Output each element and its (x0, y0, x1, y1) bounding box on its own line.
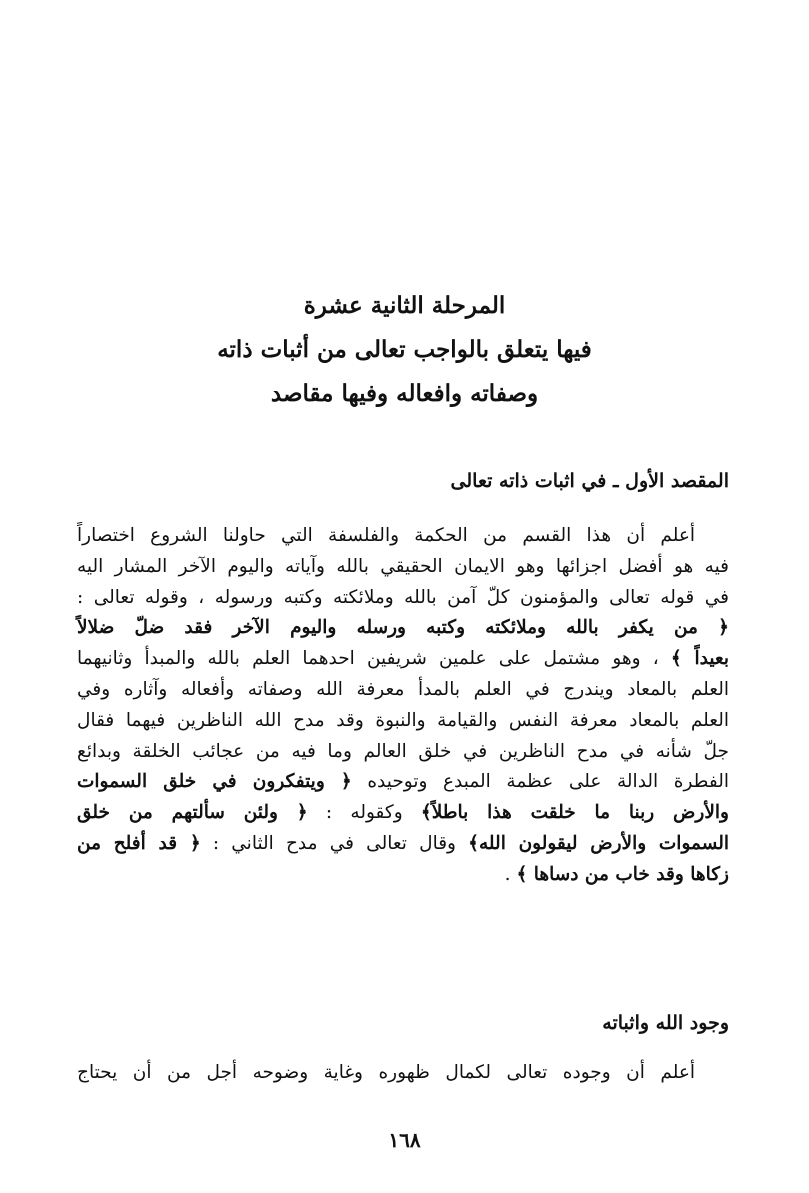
body-paragraph-1 (77, 521, 729, 891)
text-fragment: . (504, 863, 517, 885)
text-line: العلم بالمعاد معرفة النفس والقيامة والنبوة وقد مدح الله الناظرين فيهما فقال (77, 709, 729, 731)
quran-quote-fragment: ﴿ ولئن سألتهم من خلق (77, 802, 308, 824)
text-fragment: الفطرة الدالة على عظمة المبدع وتوحيده (351, 771, 729, 793)
chapter-title-line-2: فيها يتعلق بالواجب تعالى من أثبات ذاته (217, 336, 592, 363)
text-line (77, 798, 729, 829)
text-line: أعلم أن وجوده تعالى لكمال ظهوره وغاية وضوحه أجل من أن يحتاج (77, 1062, 695, 1083)
page-number: ١٦٨ (388, 1128, 421, 1152)
quran-quote-fragment: السموات والأرض ليقولون الله﴾ (468, 832, 729, 854)
body-paragraph-2 (77, 1058, 729, 1089)
quran-quote-fragment: والأرض ربنا ما خلقت هذا باطلاً﴾ (420, 802, 729, 824)
text-line: جلّ شأنه في مدح الناظرين في خلق العالم وما فيه من عجائب الخلقة وبدائع (77, 740, 729, 762)
text-line (77, 644, 729, 675)
quran-quote-fragment: بعيداً ﴾ (670, 648, 729, 670)
text-fragment: وكقوله : (307, 802, 421, 824)
text-line: فيه هو أفضل اجزائها وهو الايمان الحقيقي بالله وآياته واليوم الآخر المشار اليه (77, 555, 729, 577)
chapter-title-line-3: وصفاته وافعاله وفيها مقاصد (270, 380, 539, 407)
text-line: في قوله تعالى والمؤمنون كلّ آمن بالله وملائكته وكتبه ورسوله ، وقوله تعالى : (77, 586, 729, 608)
quran-quote-fragment: ﴿ ويتفكرون في خلق السموات (77, 771, 352, 793)
chapter-title-line-1: المرحلة الثانية عشرة (303, 292, 506, 319)
text-line: أعلم أن هذا القسم من الحكمة والفلسفة التي حاولنا الشروع اختصاراً (77, 525, 695, 546)
subheading: وجود الله واثباته (602, 1012, 729, 1034)
text-line: العلم بالمعاد ويندرج في العلم بالمدأ معرفة الله وصفاته وأفعاله وآثاره وفي (77, 678, 729, 700)
quran-quote-fragment: زكاها وقد خاب من دساها ﴾ (516, 863, 729, 885)
chapter-title (0, 284, 809, 416)
text-fragment: وقال تعالى في مدح الثاني : (200, 832, 469, 854)
text-line (77, 860, 729, 891)
quran-quote-fragment: ﴿ قد أفلح من (77, 832, 201, 854)
text-line (77, 829, 729, 860)
section-heading: المقصد الأول ـ في اثبات ذاته تعالى (450, 470, 729, 492)
text-line (77, 767, 729, 798)
quran-quote-line: ﴿ من يكفر بالله وملائكته وكتبه ورسله واليوم الآخر فقد ضلّ ضلالاً (77, 617, 729, 639)
text-fragment: ، وهو مشتمل على علمين شريفين احدهما العلم بالله والمبدأ وثانيهما (77, 648, 671, 670)
